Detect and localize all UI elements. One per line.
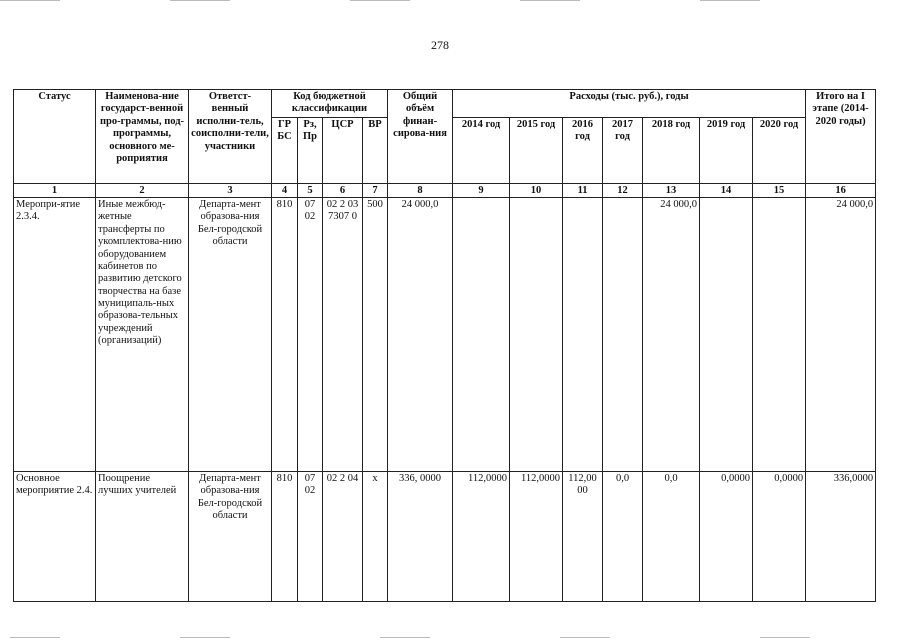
scan-edge-bottom-1	[10, 637, 60, 638]
header-status: Статус	[14, 90, 96, 184]
scan-edge-bottom-3	[380, 637, 430, 638]
header-year-2016: 2016 год	[563, 118, 603, 184]
column-number: 15	[753, 184, 806, 198]
cell-2019	[700, 198, 753, 472]
cell-2017	[603, 198, 643, 472]
header-csr: ЦСР	[323, 118, 363, 184]
scan-edge-top-4	[520, 0, 580, 1]
cell-total: 24 000,0	[388, 198, 453, 472]
header-rzpr: Рз, Пр	[298, 118, 323, 184]
cell-status: Основное мероприятие 2.4.	[14, 472, 96, 602]
column-number: 3	[189, 184, 272, 198]
column-number: 10	[510, 184, 563, 198]
scan-edge-top-2	[170, 0, 230, 1]
cell-name: Поощрение лучших учителей	[96, 472, 189, 602]
column-number: 4	[272, 184, 298, 198]
column-number: 6	[323, 184, 363, 198]
cell-grbs: 810	[272, 198, 298, 472]
page-number: 278	[431, 38, 449, 52]
cell-2018: 0,0	[643, 472, 700, 602]
table-row	[14, 472, 876, 602]
scan-edge-bottom-5	[760, 637, 810, 638]
column-number: 8	[388, 184, 453, 198]
column-number: 11	[563, 184, 603, 198]
column-number: 16	[806, 184, 876, 198]
cell-csr: 02 2 04	[323, 472, 363, 602]
cell-2014	[453, 198, 510, 472]
cell-2017: 0,0	[603, 472, 643, 602]
cell-2020: 0,0000	[753, 472, 806, 602]
cell-status: Меропри-ятие 2.3.4.	[14, 198, 96, 472]
column-number: 7	[363, 184, 388, 198]
cell-2014: 112,0000	[453, 472, 510, 602]
cell-2016	[563, 198, 603, 472]
header-year-2014: 2014 год	[453, 118, 510, 184]
header-year-2017: 2017 год	[603, 118, 643, 184]
header-vr: ВР	[363, 118, 388, 184]
header-budget-code: Код бюджетной классификации	[272, 90, 388, 118]
column-number: 12	[603, 184, 643, 198]
column-number: 5	[298, 184, 323, 198]
header-year-2019: 2019 год	[700, 118, 753, 184]
cell-2016: 112,00 00	[563, 472, 603, 602]
header-grbs: ГР БС	[272, 118, 298, 184]
scan-edge-top-5	[700, 0, 760, 1]
cell-stage-total: 336,0000	[806, 472, 876, 602]
cell-2020	[753, 198, 806, 472]
cell-2019: 0,0000	[700, 472, 753, 602]
cell-responsible: Департа-мент образова-ния Бел-городской области	[189, 472, 272, 602]
cell-name: Иные межбюд-жетные трансферты по укомплектова-нию оборудованием кабинетов по развитию детского творчества на базе муниципаль-ных образова-тельных учреждений (организаций)	[96, 198, 189, 472]
cell-csr: 02 2 03 7307 0	[323, 198, 363, 472]
cell-rzpr: 07 02	[298, 198, 323, 472]
table-row	[14, 198, 876, 472]
header-name: Наименова-ние государст-венной про-граммы, под-программы, основного ме-роприятия	[96, 90, 189, 184]
scan-edge-top-1	[0, 0, 60, 1]
scan-edge-top-3	[350, 0, 410, 1]
column-number: 2	[96, 184, 189, 198]
cell-total: 336, 0000	[388, 472, 453, 602]
cell-2015	[510, 198, 563, 472]
header-stage-total: Итого на I этапе (2014-2020 годы)	[806, 90, 876, 184]
budget-table	[13, 89, 876, 602]
cell-rzpr: 07 02	[298, 472, 323, 602]
scan-edge-bottom-4	[560, 637, 610, 638]
cell-grbs: 810	[272, 472, 298, 602]
header-year-2015: 2015 год	[510, 118, 563, 184]
header-responsible: Ответст-венный исполни-тель, соисполни-тели, участники	[189, 90, 272, 184]
cell-2018: 24 000,0	[643, 198, 700, 472]
column-number: 9	[453, 184, 510, 198]
scan-edge-bottom-2	[180, 637, 230, 638]
header-total-volume: Общий объём финан-сирова-ния	[388, 90, 453, 184]
column-number: 13	[643, 184, 700, 198]
cell-vr: 500	[363, 198, 388, 472]
column-number: 1	[14, 184, 96, 198]
header-year-2018: 2018 год	[643, 118, 700, 184]
column-number: 14	[700, 184, 753, 198]
cell-stage-total: 24 000,0	[806, 198, 876, 472]
cell-vr: x	[363, 472, 388, 602]
header-year-2020: 2020 год	[753, 118, 806, 184]
cell-2015: 112,0000	[510, 472, 563, 602]
header-expenses: Расходы (тыс. руб.), годы	[453, 90, 806, 118]
cell-responsible: Департа-мент образова-ния Бел-городской области	[189, 198, 272, 472]
